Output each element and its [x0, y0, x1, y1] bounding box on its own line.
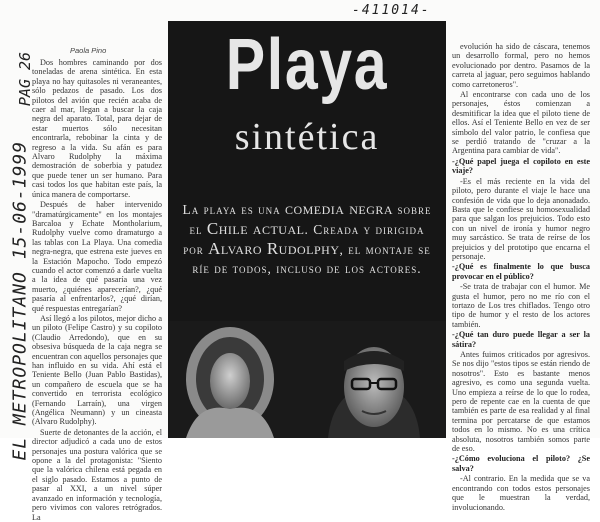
- actors-photo: [168, 321, 446, 438]
- lead-text: . Creada y dirigida por: [183, 222, 425, 257]
- paragraph: evolución ha sido de cáscara, tenemos un desarrollo formal, pero no hemos evolucionado por dentro. Pasamos de la carreta al jaguar, pero seguimos hablando como carretoneros".: [452, 42, 590, 89]
- paragraph: Dos hombres caminando por dos toneladas de arena sintética. En esta playa no hay quitasoles ni veraneantes, sólo pedazos de pasado. Los dos pilotos del avión que recién acaba de caer al mar, llegan a buscar la caja negra del aparato. Total, para dejar de estar muertos sólo necesitan encontrarla, rebobinar la cinta y de regreso a la vida. Su afán es para Alvaro Rudolphy la máxima demostración de soberbia y patudez que puede tener un ser humano. Para casi todos los que habitan este país, la única manera de comportarse.: [32, 58, 162, 199]
- interview-question: -¿Qué tan duro puede llegar a ser la sátira?: [452, 330, 590, 349]
- headline-panel: [168, 21, 446, 438]
- headline-title: Playa: [225, 25, 389, 105]
- handwritten-page-number: PAG 26: [16, 51, 35, 107]
- byline: Paola Pino: [70, 46, 107, 55]
- interview-question: -¿Cómo evoluciona el piloto? ¿Se salva?: [452, 454, 590, 473]
- handwritten-source-date: EL METROPOLITANO 15-06-1999: [9, 140, 31, 461]
- headline-subtitle: sintética: [234, 116, 380, 158]
- lead-text: La playa es una: [182, 202, 281, 217]
- virgin-statue-figure: [186, 327, 274, 438]
- paragraph: -Se trata de trabajar con el humor. Me gusta el humor, pero no me río con el tortazo de Los tres chiflados. Tengo otro tipo de humor y el resto de los actores también.: [452, 282, 590, 329]
- right-column: [452, 42, 590, 512]
- paragraph: Así llegó a los pilotos, mejor dicho a un piloto (Felipe Castro) y su copiloto (Claudio Arredondo), que en su obsesiva búsqueda de la caja negra se encuentran con aquellos personajes que han influido en su vida. Ahí está el Teniente Bello (Juan Pablo Bastidas), un compañero de escuela que se ha convertido en terrorista ecológico (Fernando Larraín), una virgen (Angélica Neumann) y un cineasta (Alvaro Rudolphy).: [32, 313, 162, 427]
- paragraph: Antes fuimos criticados por agresivos. Se nos dijo "estos tipos se están riendo de nosotros". Esto es bastante menos agresivo, es como una segunda vuelta. Uno empieza a reírse de lo que lo rodea, pero de repente cae en la cuenta de que también es parte de esa realidad y al final termina por percatarse de que estamos todos en lo mismo. No es una crítica absoluta, nosotros también somos parte de eso.: [452, 350, 590, 454]
- lead-emphasis: comedia negra: [284, 199, 394, 218]
- lead-emphasis: Chile actual: [206, 219, 305, 238]
- paragraph: Después de haber intervenido "dramatúrgicamente" en los montajes Barcaloa y Echate Montholarium, Rudolphy vuelve como dramaturgo a las tablas con La Playa. Una comedia negra-negra, que estrena este jueves en la Estación Mapocho. Todo empezó cuando el actor comenzó a darle vuelta a la idea de qué pasaría una vez muerto, ¿quiénes aparecerían?, ¿qué pasaría al enfrentarlos?, ¿qué dirían, qué respuestas entregarían?: [32, 200, 162, 313]
- paragraph: -Es el más reciente en la vida del piloto, pero durante el viaje le hace una confesión de vida que lo deja anonadado. Basta que le confiese su homosexualidad para que salgan los prejuicios. Todo esto con un nivel de ironía y humor negro muy sarcástico. Se trata de reírse de los prejuicios y del prototipo que encarna el personaje.: [452, 176, 590, 261]
- left-column: [32, 58, 162, 522]
- lead-paragraph: [182, 199, 432, 278]
- lead-text: , el montaje se ríe de todos, incluso de los actores.: [192, 242, 431, 276]
- paragraph: Suerte de detonantes de la acción, el director adjudicó a cada uno de estos personajes una postura valórica que se opone a la del protagonista: "Siento que la valórica chilena está pegada en el siglo pasado. Estamos a punto de pasar al XXI, a un nivel súper avanzado en información y tecnología, pero vivimos con valores retrógrados. La: [32, 427, 162, 522]
- interview-question: -¿Qué es finalmente lo que busca provocar en el público?: [452, 262, 590, 281]
- handwritten-archive-number: -411014-: [352, 3, 431, 18]
- lead-text: sobre el: [189, 202, 432, 237]
- lead-emphasis: Alvaro Rudolphy: [208, 239, 340, 258]
- paragraph: Al encontrarse con cada uno de los personajes, éstos comienzan a desmitificar la idea que el piloto tiene de ellos. Así el Teniente Bello en vez de ser símbolo del valor patrio, le confiesa que se perdió tratando de "cruzar a la Argentina para cambiar de vida".: [452, 90, 590, 156]
- interview-question: -¿Qué papel juega el copiloto en este viaje?: [452, 156, 590, 176]
- paragraph: -Al contrario. En la medida que se va encontrando con todos estos personajes que le muestran la verdad, involucionando.: [452, 474, 590, 512]
